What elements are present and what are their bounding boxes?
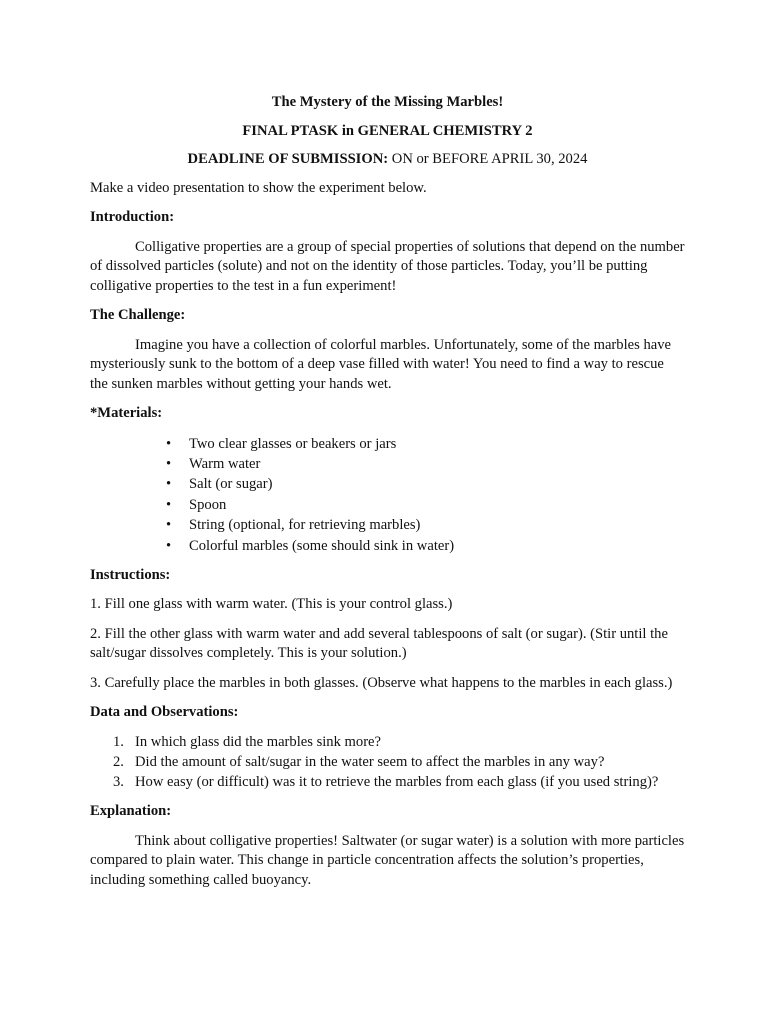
instructions-heading: Instructions: [90,566,171,583]
explanation-heading: Explanation: [90,803,172,820]
document-title: The Mystery of the Missing Marbles! [271,94,504,110]
list-item-text: Did the amount of salt/sugar in the water seem to affect the marbles in any way? [135,753,605,770]
deadline-line [90,150,685,170]
instruction-step: 3. Carefully place the marbles in both glasses. (Observe what happens to the marbles in each glass.) [90,674,673,691]
list-item [113,753,685,773]
list-number: 3. [113,773,124,790]
list-item: • Two clear glasses or beakers or jars [166,434,685,454]
list-item: • String (optional, for retrieving marbles) [166,515,685,535]
list-item [113,773,685,793]
deadline-value: ON or BEFORE APRIL 30, 2024 [388,151,588,167]
deadline-label: DEADLINE OF SUBMISSION: [187,151,389,167]
challenge-text: Imagine you have a collection of colorful marbles. Unfortunately, some of the marbles have mysteriously sunk to the bottom of a deep vase filled with water! You need to find a way to rescue the sunken marbles without getting your hands wet. [90,336,671,392]
instruction-step: 2. Fill the other glass with warm water and add several tablespoons of salt (or sugar). (Stir until the salt/sugar dissolves completely. This is your solution.) [90,625,668,662]
list-item: • Salt (or sugar) [166,474,685,494]
list-number: 1. [113,733,124,750]
document-subtitle: FINAL PTASK in GENERAL CHEMISTRY 2 [242,122,533,139]
list-item-text: In which glass did the marbles sink more? [135,733,382,750]
list-number: 2. [113,753,124,770]
materials-heading: *Materials: [90,405,163,421]
explanation-text: Think about colligative properties! Saltwater (or sugar water) is a solution with more particles compared to plain water. This change in particle concentration affects the solution’s properties, including something called buoyancy. [90,832,685,888]
observations-list [90,733,685,792]
list-item-text: How easy (or difficult) was it to retrieve the marbles from each glass (if you used string)? [135,773,659,790]
introduction-text: Colligative properties are a group of special properties of solutions that depend on the number of dissolved particles (solute) and not on the identity of those particles. Today, you’ll be putting colligative properties to the test in a fun experiment! [90,238,685,294]
challenge-heading: The Challenge: [90,307,186,323]
list-item: • Colorful marbles (some should sink in water) [166,536,685,556]
list-item: • Warm water [166,454,685,474]
document-body [90,93,685,900]
list-item [113,733,685,753]
materials-list [90,434,685,556]
intro-line: Make a video presentation to show the experiment below. [90,179,427,196]
data-observations-heading: Data and Observations: [90,704,239,721]
list-item: • Spoon [166,495,685,515]
introduction-heading: Introduction: [90,209,175,225]
instruction-step: 1. Fill one glass with warm water. (This is your control glass.) [90,596,453,613]
